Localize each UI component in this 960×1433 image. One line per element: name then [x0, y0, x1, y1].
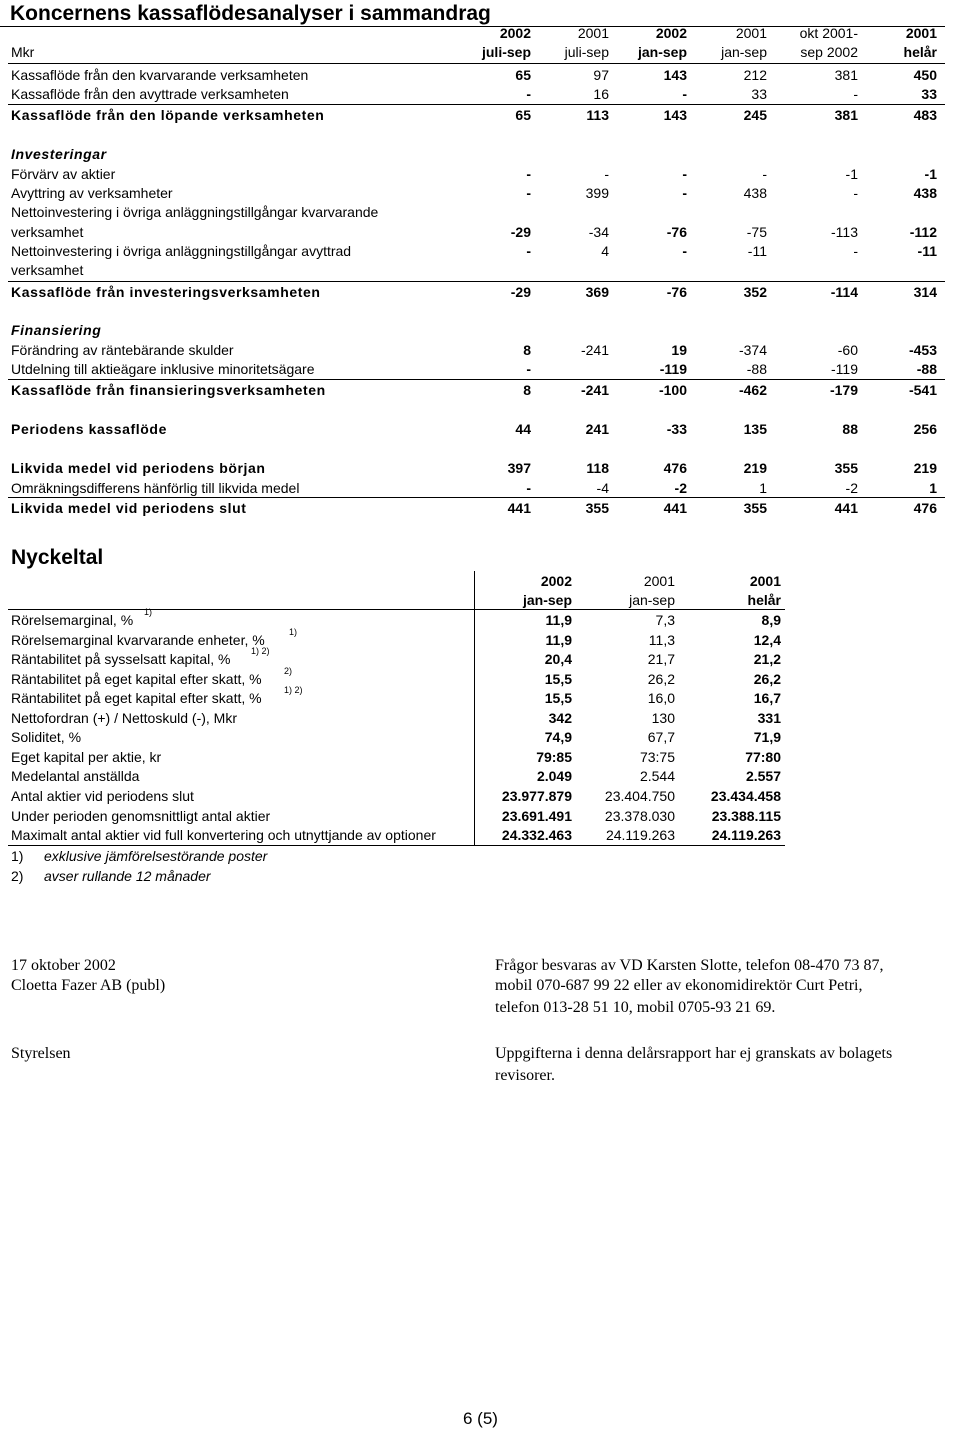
report-date: 17 oktober 2002	[11, 957, 116, 974]
footnote-number: 1)	[11, 848, 24, 864]
table-cell: -	[526, 166, 531, 182]
table-cell: -453	[908, 342, 937, 358]
column-header-period: juli-sep	[564, 44, 609, 60]
contact-line: mobil 070-687 99 22 eller av ekonomidirektör Curt Petri,	[495, 977, 863, 994]
row-label: verksamhet	[11, 262, 84, 278]
table-cell: -88	[916, 361, 937, 377]
row-label: Medelantal anställda	[11, 768, 140, 785]
table-cell: -	[762, 166, 767, 182]
table-cell: 74,9	[544, 729, 572, 746]
table-cell: 23.388.115	[711, 807, 781, 824]
table-cell: 476	[913, 500, 937, 516]
table-cell: -241	[580, 382, 609, 398]
table-cell: -76	[666, 224, 687, 240]
row-label: Maximalt antal aktier vid full konvertering och utnyttjande av optioner	[11, 827, 436, 844]
table-cell: -75	[746, 224, 767, 240]
table-cell: 241	[585, 421, 609, 437]
table-cell: 26,2	[753, 670, 781, 687]
footnote-marker: 1)	[144, 607, 153, 617]
row-label: Soliditet, %	[11, 729, 82, 746]
table-cell: -179	[829, 382, 858, 398]
table-cell: 397	[507, 460, 531, 476]
row-label: Kassaflöde från den avyttrade verksamheten	[11, 86, 289, 102]
table-cell: -76	[666, 284, 687, 300]
table-cell: 331	[757, 709, 781, 726]
table-cell: 21,2	[753, 651, 781, 668]
table-cell: 20,4	[544, 651, 572, 668]
table-cell: 438	[743, 185, 767, 201]
row-label: Kassaflöde från den löpande verksamheten	[11, 107, 325, 123]
table-cell: 88	[842, 421, 858, 437]
table-cell: 11,9	[545, 631, 572, 648]
table-cell: 8	[523, 342, 531, 358]
table-cell: 399	[585, 185, 609, 201]
table-cell: -4	[596, 480, 609, 496]
column-header-period: jan-sep	[721, 44, 767, 60]
table-cell: 130	[651, 709, 675, 726]
cashflow-title: Koncernens kassaflödesanalyser i sammandrag	[10, 2, 491, 25]
table-cell: 143	[663, 67, 687, 83]
keyfigures-title: Nyckeltal	[11, 546, 104, 569]
column-header-year: 2002	[499, 25, 531, 41]
signature: Styrelsen	[11, 1045, 71, 1062]
table-cell: -541	[908, 382, 937, 398]
table-cell: 79:85	[536, 748, 572, 765]
table-cell: 381	[834, 67, 858, 83]
header-rule	[8, 63, 945, 64]
table-cell: 256	[913, 421, 937, 437]
row-label: Likvida medel vid periodens slut	[11, 500, 247, 516]
table-cell: 476	[663, 460, 687, 476]
column-header-year: 2002	[655, 25, 687, 41]
table-cell: 23.691.491	[501, 807, 572, 824]
table-cell: -	[526, 480, 531, 496]
column-header-year: 2002	[540, 573, 572, 589]
table-cell: 97	[593, 67, 609, 83]
table-cell: -	[682, 243, 687, 259]
row-label: Finansiering	[11, 322, 102, 338]
footnote-marker: 1) 2)	[284, 685, 303, 696]
table-cell: 33	[921, 86, 937, 102]
table-cell: 219	[913, 460, 937, 476]
table-cell: -	[682, 185, 687, 201]
row-label: Kassaflöde från den kvarvarande verksamheten	[11, 67, 309, 83]
subtotal-rule	[8, 281, 945, 282]
table-cell: 342	[548, 709, 572, 726]
table-cell: 73:75	[639, 748, 675, 765]
table-cell: 65	[515, 67, 531, 83]
table-cell: 24.119.263	[711, 827, 781, 844]
column-header-year: 2001	[905, 25, 937, 41]
table-cell: -1	[845, 166, 858, 182]
row-label: Nettoinvestering i övriga anläggningstillgångar kvarvarande	[11, 204, 379, 220]
table-cell: -	[526, 361, 531, 377]
footnote-text: avser rullande 12 månader	[44, 868, 211, 884]
column-header-period: sep 2002	[800, 44, 858, 60]
table-cell: -	[853, 86, 858, 102]
table-cell: -1	[924, 166, 937, 182]
table-cell: 8,9	[761, 612, 781, 628]
table-cell: -113	[831, 224, 858, 240]
table-cell: -	[853, 243, 858, 259]
table-cell: 23.378.030	[604, 807, 675, 824]
table-cell: 441	[663, 500, 687, 516]
table-cell: 15,5	[544, 690, 572, 707]
table-cell: 16	[593, 86, 609, 102]
row-label: Förändring av räntebärande skulder	[11, 342, 234, 358]
table-cell: 11,9	[545, 612, 572, 628]
table-cell: 2.557	[745, 768, 781, 785]
column-header-period: helår	[903, 44, 937, 60]
table-cell: -100	[658, 382, 687, 398]
audit-note: Uppgifterna i denna delårsrapport har ej granskats av bolagets	[495, 1045, 893, 1062]
table-cell: 65	[515, 107, 531, 123]
column-header-period: jan-sep	[629, 592, 675, 608]
kf-header-rule	[8, 609, 785, 610]
table-cell: 355	[834, 460, 858, 476]
table-cell: 67,7	[647, 729, 675, 746]
table-cell: -	[604, 166, 609, 182]
row-label: Rörelsemarginal, %	[11, 612, 134, 628]
row-label: Räntabilitet på sysselsatt kapital, %	[11, 651, 231, 668]
footnote-number: 2)	[11, 868, 24, 884]
table-cell: -88	[746, 361, 767, 377]
table-cell: 7,3	[655, 612, 675, 628]
table-cell: 23.404.750	[604, 787, 675, 804]
table-cell: -114	[830, 284, 858, 300]
table-cell: -	[682, 166, 687, 182]
table-cell: 4	[601, 243, 609, 259]
column-header-period: jan-sep	[522, 592, 572, 608]
audit-note: revisorer.	[495, 1067, 555, 1084]
table-cell: 369	[585, 284, 609, 300]
table-cell: -34	[588, 224, 609, 240]
table-cell: 219	[743, 460, 767, 476]
footnote-text: exklusive jämförelsestörande poster	[44, 848, 268, 864]
row-label: Förvärv av aktier	[11, 166, 116, 182]
table-cell: -	[853, 185, 858, 201]
table-cell: 381	[834, 107, 858, 123]
table-cell: -	[526, 185, 531, 201]
table-cell: -60	[837, 342, 858, 358]
subtotal-rule	[8, 497, 945, 498]
column-header-period: juli-sep	[481, 44, 531, 60]
table-cell: 24.332.463	[501, 827, 572, 844]
table-cell: 19	[671, 342, 687, 358]
table-cell: 23.434.458	[710, 787, 781, 804]
kf-bottom-rule	[8, 845, 785, 846]
row-label: Nettoinvestering i övriga anläggningstillgångar avyttrad	[11, 243, 352, 259]
table-cell: -33	[666, 421, 687, 437]
row-label: verksamhet	[11, 224, 84, 240]
row-label: Omräkningsdifferens hänförlig till likvida medel	[11, 480, 300, 496]
column-header-period: jan-sep	[637, 44, 687, 60]
table-cell: 23.977.879	[501, 787, 572, 804]
table-cell: -241	[580, 342, 609, 358]
table-cell: 352	[743, 284, 767, 300]
table-cell: 1	[929, 480, 937, 496]
table-cell: 16,0	[647, 690, 675, 707]
row-label: Periodens kassaflöde	[11, 421, 167, 437]
subtotal-rule	[8, 104, 945, 105]
table-cell: 1	[759, 480, 767, 496]
column-header-year: okt 2001-	[799, 25, 858, 41]
table-cell: -	[526, 86, 531, 102]
row-label: Rörelsemarginal kvarvarande enheter, %	[11, 631, 265, 648]
table-cell: -119	[831, 361, 858, 377]
table-cell: -2	[845, 480, 858, 496]
footnote-marker: 1)	[289, 626, 298, 637]
table-cell: -29	[510, 284, 531, 300]
contact-line: Frågor besvaras av VD Karsten Slotte, telefon 08-470 73 87,	[495, 957, 884, 974]
row-label: Utdelning till aktieägare inklusive minoritetsägare	[11, 361, 315, 377]
table-cell: 2.049	[536, 768, 572, 785]
row-label: Avyttring av verksamheter	[11, 185, 173, 201]
row-label: Räntabilitet på eget kapital efter skatt, %	[11, 670, 262, 687]
table-cell: 71,9	[753, 729, 781, 746]
table-cell: -2	[674, 480, 687, 496]
contact-line: telefon 013-28 51 10, mobil 0705-93 21 69.	[495, 999, 776, 1016]
table-cell: -112	[909, 224, 937, 240]
table-cell: 16,7	[753, 690, 781, 707]
table-cell: 441	[834, 500, 858, 516]
footnote-marker: 2)	[284, 665, 293, 676]
table-cell: 2.544	[639, 768, 675, 785]
table-cell: 314	[913, 284, 937, 300]
table-cell: -374	[738, 342, 767, 358]
table-cell: 26,2	[647, 670, 675, 687]
table-cell: 212	[743, 67, 767, 83]
row-label: Antal aktier vid periodens slut	[11, 787, 194, 804]
table-cell: 355	[743, 500, 767, 516]
table-cell: 135	[743, 421, 767, 437]
column-header-period: helår	[747, 592, 781, 608]
table-cell: 77:80	[745, 748, 781, 765]
column-header-year: 2001	[735, 25, 767, 41]
table-cell: 113	[586, 107, 609, 123]
table-cell: 118	[586, 460, 609, 476]
row-label: Likvida medel vid periodens början	[11, 460, 266, 476]
row-label: Investeringar	[11, 146, 107, 162]
table-cell: -	[682, 86, 687, 102]
table-cell: 143	[663, 107, 687, 123]
subtotal-rule	[8, 379, 945, 380]
row-label: Kassaflöde från investeringsverksamheten	[11, 284, 321, 300]
table-cell: -119	[659, 361, 687, 377]
table-cell: 441	[507, 500, 531, 516]
table-cell: 483	[913, 107, 937, 123]
table-cell: 438	[913, 185, 937, 201]
table-cell: 24.119.263	[605, 827, 675, 844]
company-name: Cloetta Fazer AB (publ)	[11, 977, 166, 994]
table-cell: 11,3	[648, 631, 675, 648]
column-header-year: 2001	[577, 25, 609, 41]
kf-column-divider	[474, 571, 475, 845]
table-cell: 12,4	[753, 631, 781, 648]
table-cell: 21,7	[647, 651, 675, 668]
row-label: Under perioden genomsnittligt antal aktier	[11, 807, 271, 824]
table-cell: 355	[585, 500, 609, 516]
table-cell: 245	[743, 107, 767, 123]
row-label: Räntabilitet på eget kapital efter skatt, %	[11, 690, 262, 707]
table-cell: -11	[917, 243, 937, 259]
row-label: Nettofordran (+) / Nettoskuld (-), Mkr	[11, 709, 238, 726]
table-cell: 15,5	[544, 670, 572, 687]
table-cell: -11	[747, 243, 767, 259]
table-cell: -462	[738, 382, 767, 398]
table-cell: 33	[751, 86, 767, 102]
table-cell: 8	[523, 382, 531, 398]
row-label: Kassaflöde från finansieringsverksamheten	[11, 382, 326, 398]
table-cell: 44	[515, 421, 531, 437]
table-cell: -29	[510, 224, 531, 240]
column-header-year: 2001	[749, 573, 781, 589]
unit-label: Mkr	[11, 44, 35, 60]
table-cell: 450	[913, 67, 937, 83]
page-number: 6 (5)	[463, 1409, 498, 1428]
footnote-marker: 1) 2)	[251, 646, 270, 657]
row-label: Eget kapital per aktie, kr	[11, 748, 162, 765]
table-cell: -	[526, 243, 531, 259]
column-header-year: 2001	[643, 573, 675, 589]
